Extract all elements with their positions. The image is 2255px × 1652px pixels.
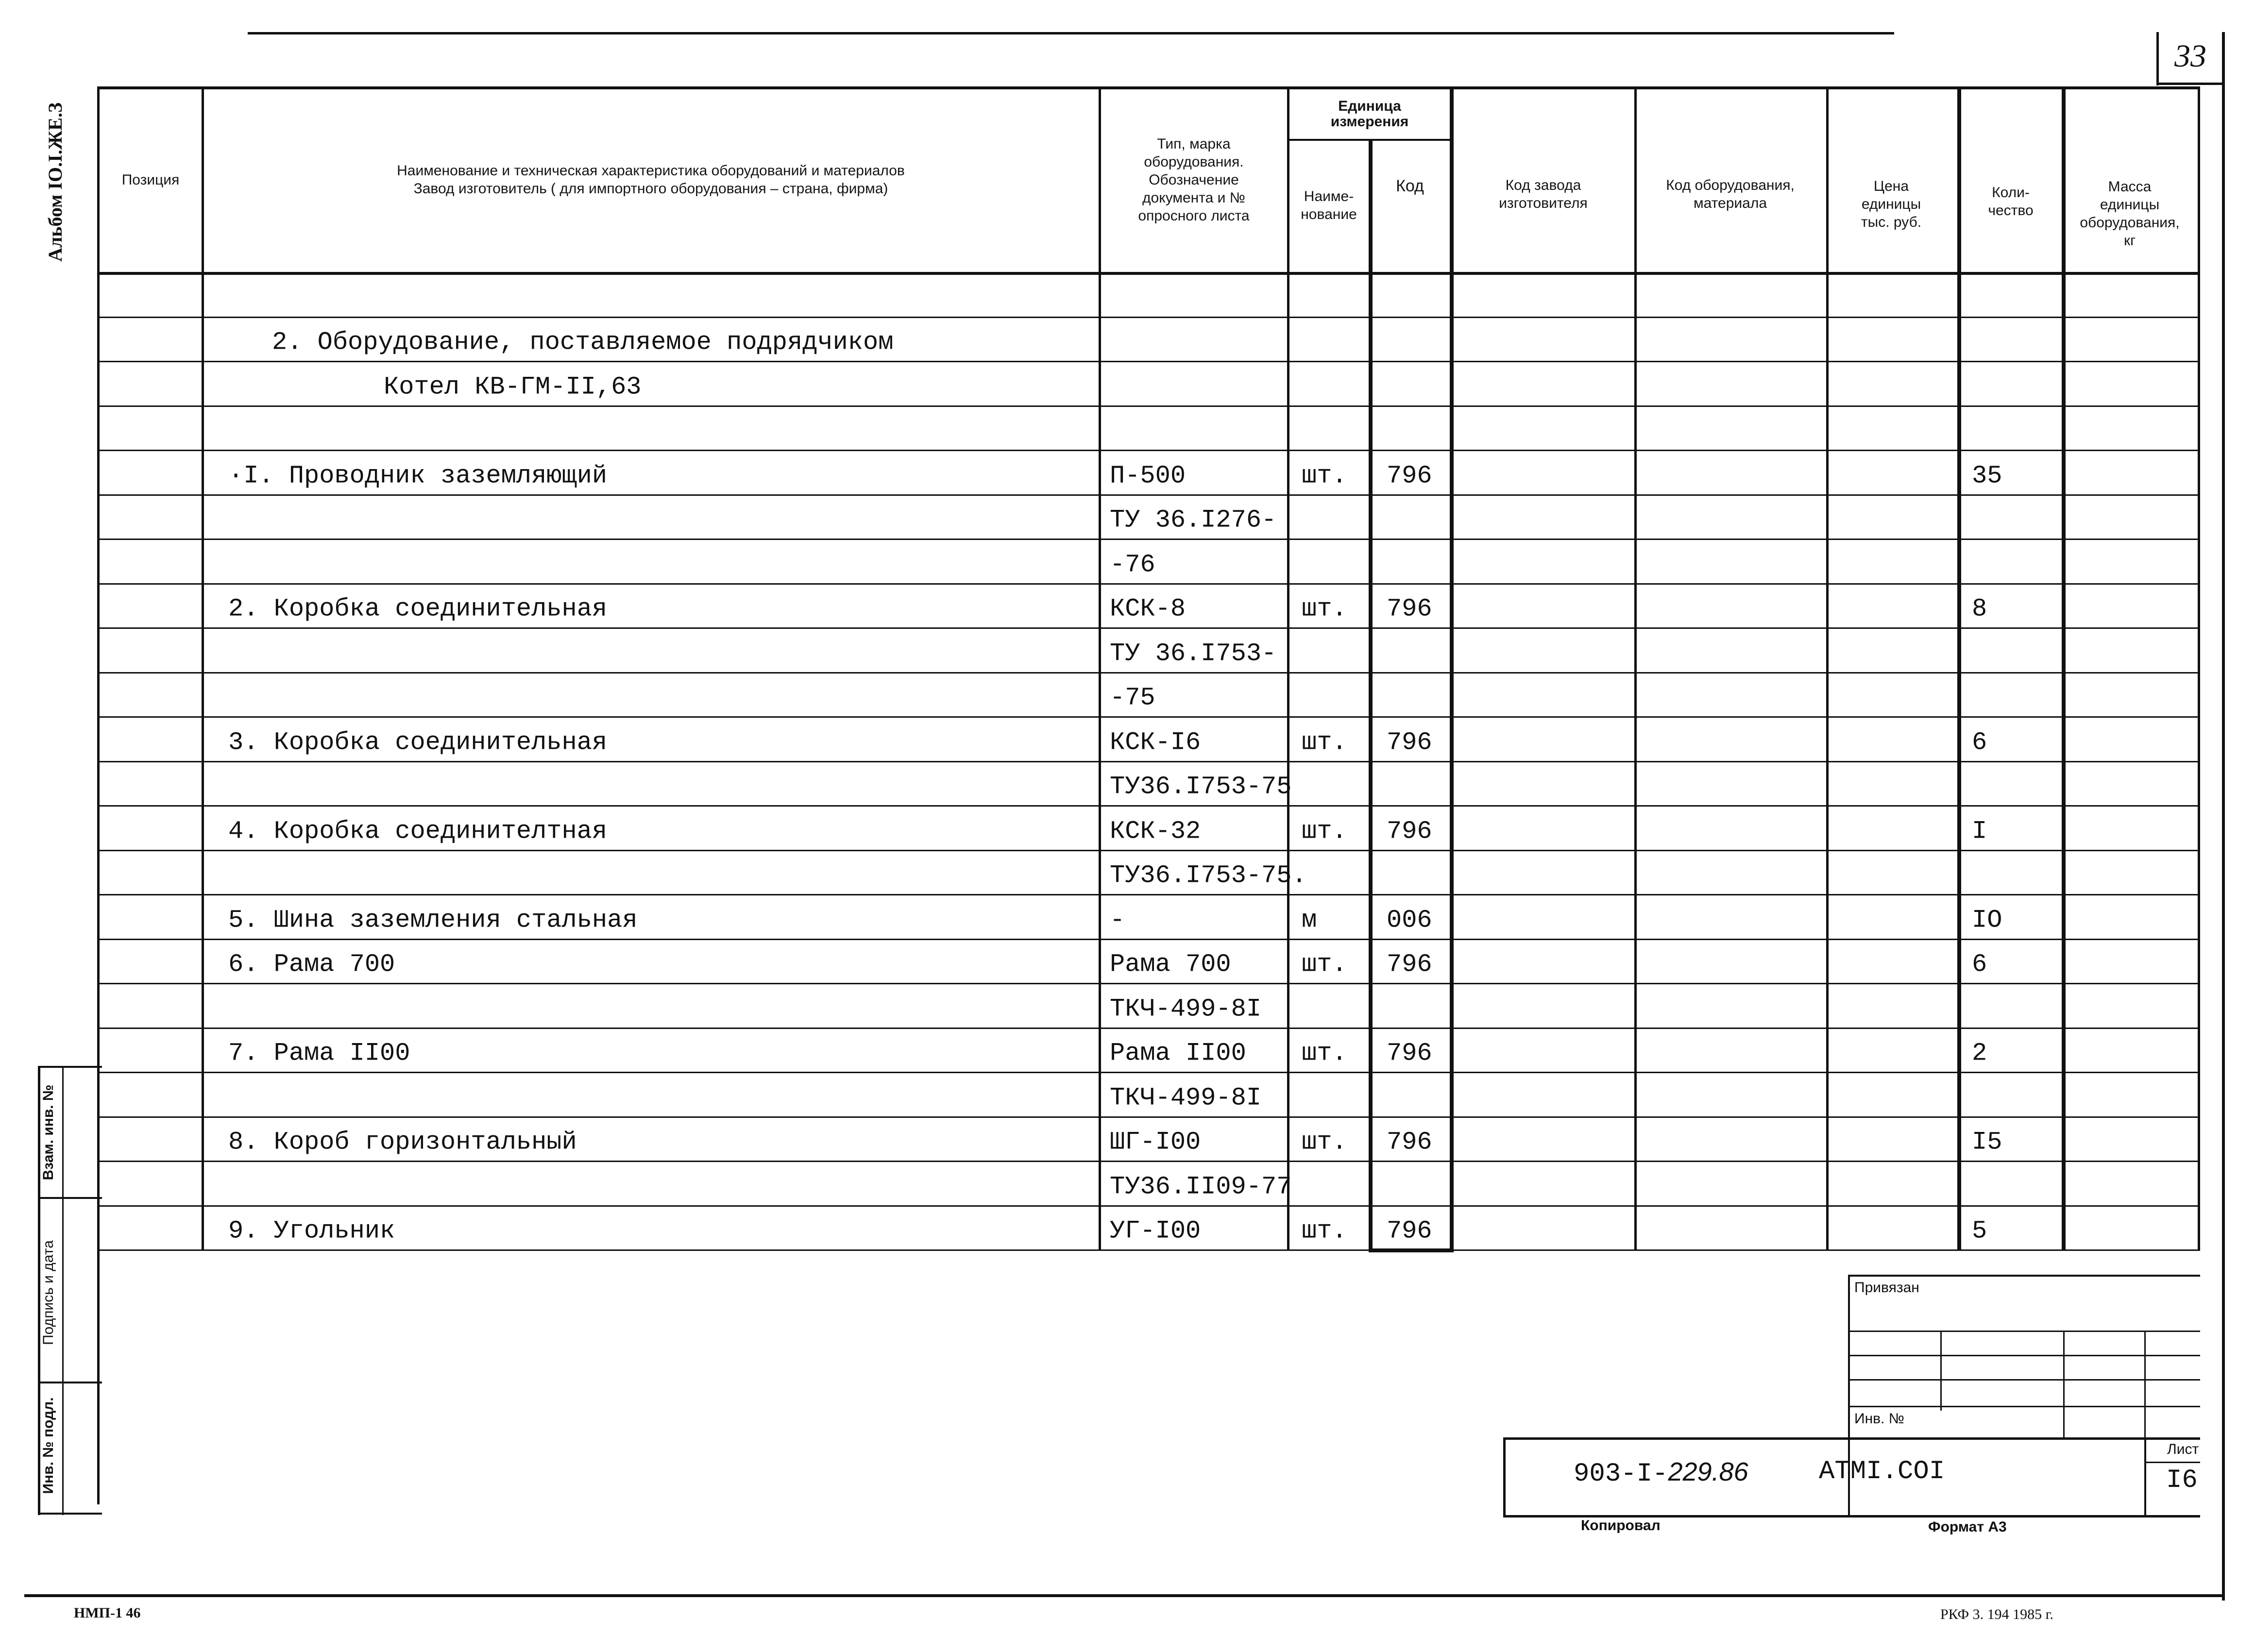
row-unit: шт.	[1302, 1128, 1347, 1157]
row-type: УГ-I00	[1110, 1216, 1201, 1246]
stamp-inv: Инв. № подл.	[40, 1397, 56, 1494]
header-price: Цена единицы тыс. руб.	[1861, 178, 1922, 230]
row-type: Рама 700	[1110, 950, 1231, 979]
row-code: 796	[1387, 728, 1432, 757]
row-unit: шт.	[1302, 817, 1347, 846]
header-position: Позиция	[121, 171, 180, 188]
row-type: ТУ36.I753-75.	[1110, 861, 1307, 890]
row-unit: шт.	[1302, 461, 1347, 490]
row-type: КСК-8	[1110, 594, 1186, 624]
row-unit: шт.	[1302, 728, 1347, 757]
row-type: -	[1110, 906, 1125, 935]
row-name: 6. Рама 700	[228, 950, 395, 979]
header-qty: Коли- чество	[1988, 185, 2034, 219]
row-name: 4. Коробка соединителтная	[228, 817, 608, 846]
sheet-label: Лист	[2167, 1441, 2199, 1457]
row-code: 796	[1387, 950, 1432, 979]
header-unit-group: Единица измерения	[1330, 98, 1409, 130]
row-qty: 5	[1972, 1216, 1987, 1246]
header-unit-name: Наиме- нование	[1301, 188, 1357, 222]
header-unit-code: Код	[1396, 176, 1424, 195]
row-code: 796	[1387, 594, 1432, 624]
row-qty: I	[1972, 817, 1987, 846]
row-qty: 35	[1972, 461, 2002, 490]
header-mass: Масса единицы оборудования, кг	[2080, 179, 2180, 249]
frame-bottom	[24, 1594, 2224, 1597]
row-qty: 6	[1972, 728, 1987, 757]
row-type: ТУ 36.I753-	[1110, 639, 1277, 668]
doc-code: АТМI.COI	[1819, 1457, 1945, 1486]
sheet-number: I6	[2166, 1466, 2198, 1495]
row-unit: шт.	[1302, 1216, 1347, 1246]
row-unit: м	[1302, 906, 1317, 935]
row-type: П-500	[1110, 461, 1186, 490]
row-name: ·I. Проводник заземляющий	[228, 461, 608, 490]
row-type: ТУ 36.I276-	[1110, 506, 1277, 535]
row-type: ТУ36.I753-75	[1110, 772, 1292, 801]
privyazan-label: Привязан	[1854, 1280, 1919, 1296]
row-code: 796	[1387, 1128, 1432, 1157]
row-name: 3. Коробка соединительная	[228, 728, 608, 757]
row-type: -76	[1110, 550, 1155, 579]
page-number: 33	[2174, 38, 2206, 74]
frame-right	[2222, 32, 2225, 1601]
header-equip-code: Код оборудования, материала	[1666, 177, 1795, 211]
copied-label: Копировал	[1581, 1517, 1661, 1534]
row-qty: 8	[1972, 594, 1987, 624]
row-qty: 2	[1972, 1039, 1987, 1068]
row-type: ТКЧ-499-8I	[1110, 995, 1262, 1024]
row-unit: шт.	[1302, 950, 1347, 979]
row-code: 796	[1387, 461, 1432, 490]
row-name: 9. Угольник	[228, 1216, 395, 1246]
album-label: Альбом IO.I.ЖЕ.З	[44, 102, 66, 262]
stamp-vzam: Взам. инв. №	[40, 1084, 56, 1180]
footer-left: НМП-1 46	[74, 1605, 141, 1621]
footer-right: РКФ 3. 194 1985 г.	[1940, 1606, 2053, 1622]
frame-top-right	[2156, 83, 2224, 85]
row-name: Котел КВ-ГМ-II,63	[384, 372, 642, 402]
format-label: Формат А3	[1928, 1519, 2007, 1535]
row-type: ШГ-I00	[1110, 1128, 1201, 1157]
frame-left	[97, 86, 100, 1504]
row-type: ТКЧ-499-8I	[1110, 1083, 1262, 1113]
row-unit: шт.	[1302, 1039, 1347, 1068]
row-name: 2. Оборудование, поставляемое подрядчиком	[272, 328, 894, 357]
row-name: 8. Короб горизонтальный	[228, 1128, 577, 1157]
header-type: Тип, марка оборудования. Обозначение документа и № опросного листа	[1138, 135, 1250, 224]
doc-number-hand: 229.86	[1668, 1457, 1748, 1486]
row-code: 796	[1387, 1039, 1432, 1068]
row-type: -75	[1110, 683, 1155, 712]
doc-number-prefix: 903-I-	[1574, 1459, 1668, 1489]
row-type: Рама II00	[1110, 1039, 1246, 1068]
row-type: КСК-I6	[1110, 728, 1201, 757]
row-name: 5. Шина заземления стальная	[228, 906, 638, 935]
frame-top	[248, 32, 1894, 34]
row-qty: IO	[1972, 906, 2002, 935]
row-name: 7. Рама II00	[228, 1039, 410, 1068]
row-code: 796	[1387, 1216, 1432, 1246]
row-unit: шт.	[1302, 594, 1347, 624]
row-qty: 6	[1972, 950, 1987, 979]
row-qty: I5	[1972, 1128, 2002, 1157]
doc-number	[1574, 1457, 1748, 1489]
row-type: ТУ36.II09-77	[1110, 1172, 1292, 1201]
header-maker-code: Код завода изготовителя	[1499, 177, 1588, 211]
row-code: 796	[1387, 817, 1432, 846]
row-type: КСК-32	[1110, 817, 1201, 846]
row-name: 2. Коробка соединительная	[228, 594, 608, 624]
row-code: 006	[1387, 906, 1432, 935]
inv-no-label: Инв. №	[1854, 1411, 1904, 1427]
stamp-podpis: Подпись и дата	[40, 1240, 56, 1345]
header-name: Наименование и техническая характеристика оборудований и материалов Завод изготовитель ( для импортного оборудования – страна, фирма)	[397, 163, 905, 197]
